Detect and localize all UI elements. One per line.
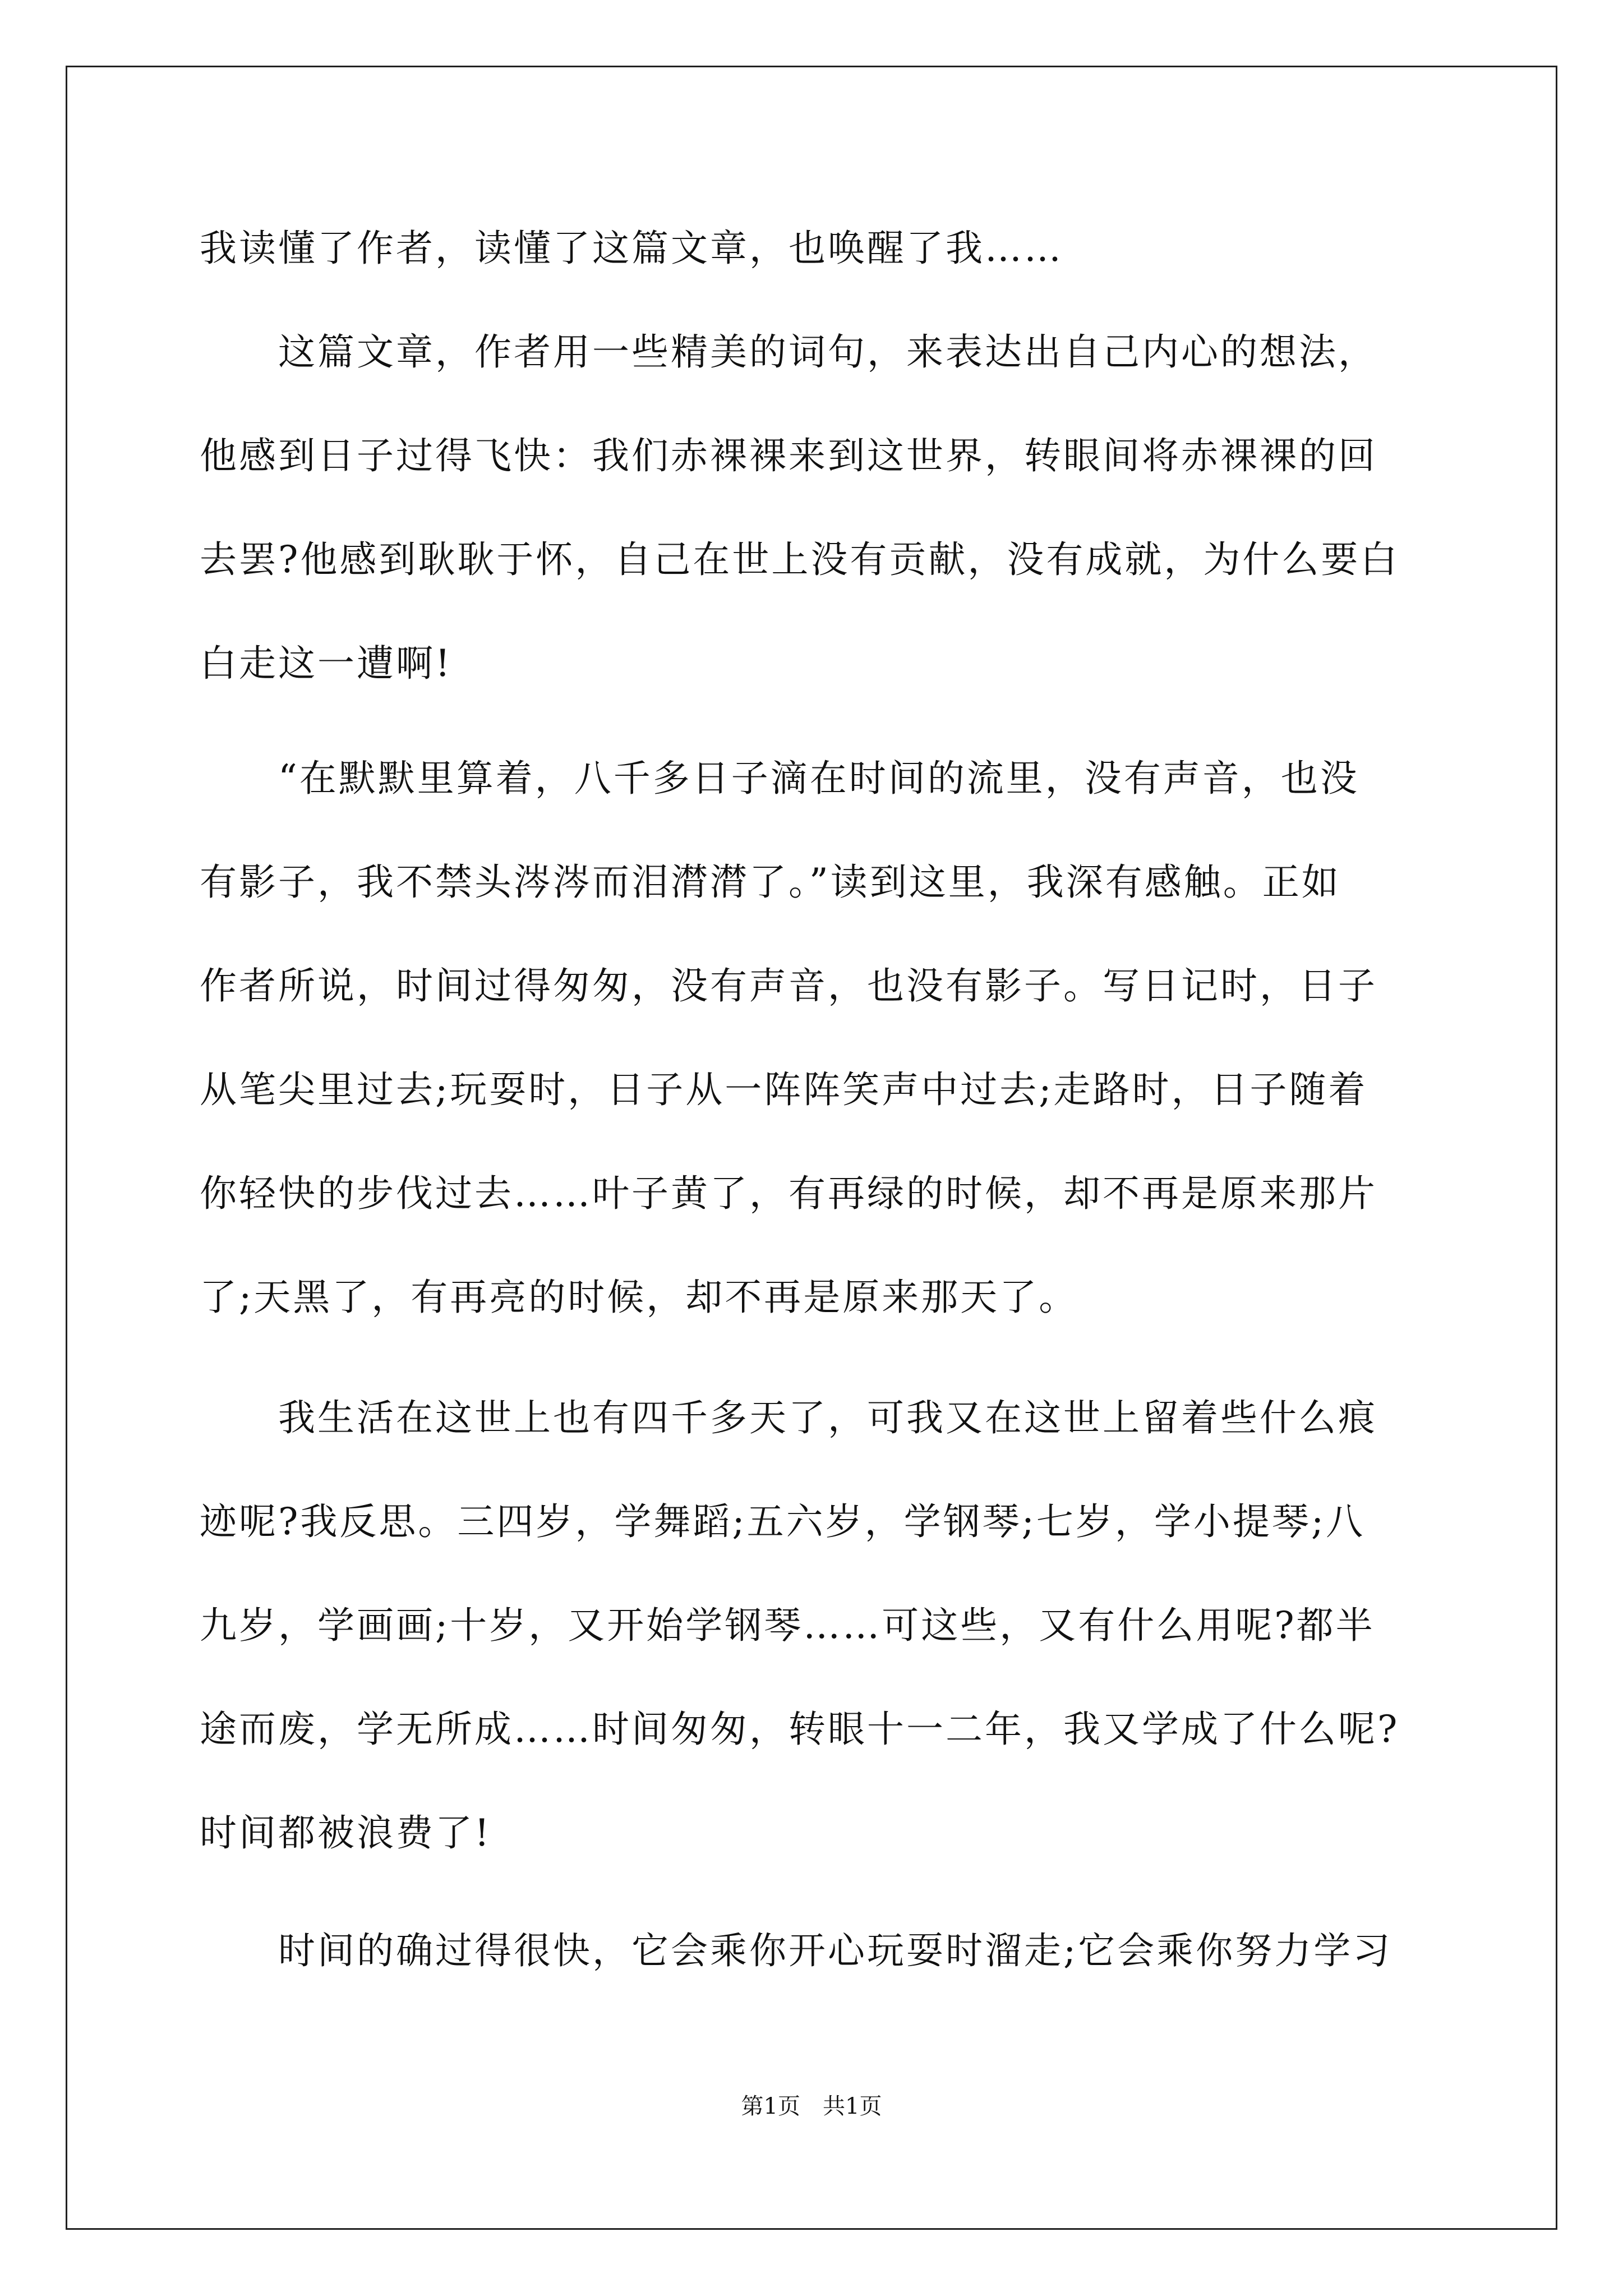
- text-line: 他感到日子过得飞快：我们赤裸裸来到这世界，转眼间将赤裸裸的回: [200, 434, 1377, 477]
- text-line: 有影子，我不禁头涔涔而泪潸潸了。”读到这里，我深有感触。正如: [200, 861, 1341, 904]
- text-line: 这篇文章，作者用一些精美的词句，来表达出自己内心的想法，: [200, 330, 1377, 374]
- text-line: 我生活在这世上也有四千多天了，可我又在这世上留着些什么痕: [200, 1396, 1377, 1439]
- text-line: 我读懂了作者，读懂了这篇文章，也唤醒了我……: [200, 227, 1063, 270]
- text-line: 作者所说，时间过得匆匆，没有声音，也没有影子。写日记时，日子: [200, 964, 1377, 1007]
- text-line: 从笔尖里过去;玩耍时，日子从一阵阵笑声中过去;走路时，日子随着: [200, 1068, 1368, 1111]
- page-footer: 第1页 共1页: [741, 2093, 882, 2119]
- text-line: “在默默里算着，八千多日子滴在时间的流里，没有声音，也没: [200, 757, 1359, 800]
- text-line: 了;天黑了，有再亮的时候，却不再是原来那天了。: [200, 1276, 1078, 1319]
- text-line: 时间的确过得很快，它会乘你开心玩耍时溜走;它会乘你努力学习: [200, 1929, 1393, 1972]
- text-line: 途而废，学无所成……时间匆匆，转眼十一二年，我又学成了什么呢?: [200, 1708, 1400, 1751]
- text-line: 白走这一遭啊!: [200, 642, 453, 685]
- text-line: 去罢?他感到耿耿于怀，自己在世上没有贡献，没有成就，为什么要白: [200, 538, 1400, 581]
- text-line: 时间都被浪费了!: [200, 1811, 492, 1855]
- text-line: 你轻快的步伐过去……叶子黄了，有再绿的时候，却不再是原来那片: [200, 1172, 1377, 1215]
- text-line: 迹呢?我反思。三四岁，学舞蹈;五六岁，学钢琴;七岁，学小提琴;八: [200, 1500, 1366, 1543]
- text-line: 九岁，学画画;十岁，又开始学钢琴……可这些，又有什么用呢?都半: [200, 1604, 1375, 1647]
- page-border: [66, 66, 1557, 2230]
